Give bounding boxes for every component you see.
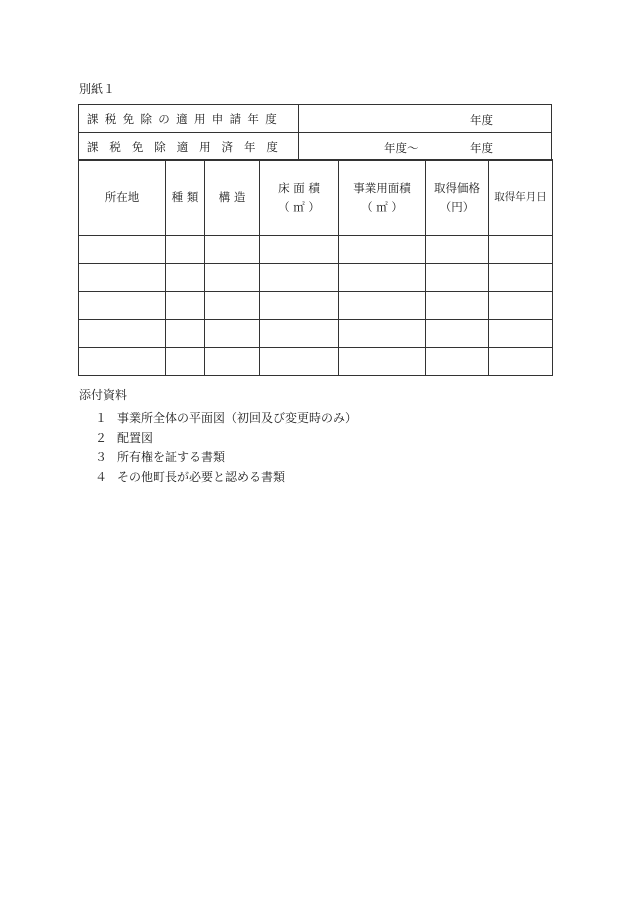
application-year-value: 年度 xyxy=(470,113,493,127)
table-cell xyxy=(79,292,166,320)
table-cell xyxy=(205,264,260,292)
table-cell xyxy=(79,348,166,376)
table-cell xyxy=(260,292,339,320)
table-cell xyxy=(489,348,553,376)
table-cell xyxy=(79,236,166,264)
list-item-text: 所有権を証する書類 xyxy=(117,450,226,464)
property-table-header-row xyxy=(79,160,553,236)
table-cell xyxy=(489,292,553,320)
list-item xyxy=(95,429,357,449)
table-cell xyxy=(339,264,426,292)
application-year-value-cell xyxy=(299,105,552,133)
attachments-heading: 添付資料 xyxy=(79,388,128,402)
column-header-business-area: 事業用面積 （ ㎡ ） xyxy=(339,160,426,236)
list-item-number: ４ xyxy=(95,469,108,484)
attachments-list xyxy=(95,409,357,487)
table-cell xyxy=(426,320,489,348)
table-cell xyxy=(79,264,166,292)
column-header-acquisition-price: 取得価格 （円） xyxy=(426,160,489,236)
exempted-year-row xyxy=(79,133,552,161)
application-year-label: 課税免除の適用申請年度 xyxy=(87,111,284,126)
application-year-row xyxy=(79,105,552,133)
exempted-year-from: 年度～ xyxy=(384,141,419,155)
table-cell xyxy=(339,236,426,264)
table-cell xyxy=(489,236,553,264)
column-header-type: 種 類 xyxy=(166,160,205,236)
column-header-acquisition-date: 取得年月日 xyxy=(489,160,553,236)
table-cell xyxy=(205,236,260,264)
table-row xyxy=(79,264,553,292)
table-cell xyxy=(205,320,260,348)
table-cell xyxy=(260,236,339,264)
table-cell xyxy=(205,292,260,320)
table-row xyxy=(79,236,553,264)
table-cell xyxy=(166,348,205,376)
table-cell xyxy=(166,320,205,348)
exempted-year-value-cell xyxy=(299,133,552,161)
list-item xyxy=(95,468,357,488)
table-row xyxy=(79,320,553,348)
table-cell xyxy=(489,320,553,348)
table-cell xyxy=(79,320,166,348)
exempted-year-to: 年度 xyxy=(470,141,493,155)
table-cell xyxy=(426,264,489,292)
exempted-year-label: 課税免除適用済年度 xyxy=(87,139,289,154)
list-item-number: １ xyxy=(95,411,108,425)
property-table xyxy=(78,159,553,376)
table-cell xyxy=(205,348,260,376)
application-year-table xyxy=(78,104,552,161)
list-item xyxy=(95,409,357,429)
list-item-text: 配置図 xyxy=(117,430,154,445)
table-cell xyxy=(426,236,489,264)
table-row xyxy=(79,292,553,320)
list-item-text: その他町長が必要と認める書類 xyxy=(117,469,286,484)
table-cell xyxy=(166,264,205,292)
table-cell xyxy=(489,264,553,292)
table-cell xyxy=(260,264,339,292)
column-header-floor-area: 床 面 積 （ ㎡ ） xyxy=(260,160,339,236)
list-item-number: ３ xyxy=(95,450,108,464)
table-cell xyxy=(260,320,339,348)
table-row xyxy=(79,348,553,376)
table-cell xyxy=(339,348,426,376)
table-cell xyxy=(339,320,426,348)
attachment-label: 別紙１ xyxy=(79,82,116,96)
application-year-label-cell xyxy=(79,105,299,133)
table-cell xyxy=(166,236,205,264)
column-header-structure: 構 造 xyxy=(205,160,260,236)
table-cell xyxy=(339,292,426,320)
exempted-year-label-cell xyxy=(79,133,299,161)
table-cell xyxy=(426,292,489,320)
list-item xyxy=(95,448,357,468)
list-item-number: ２ xyxy=(95,430,108,445)
list-item-text: 事業所全体の平面図（初回及び変更時のみ） xyxy=(117,411,358,425)
column-header-location: 所在地 xyxy=(79,160,166,236)
table-cell xyxy=(260,348,339,376)
table-cell xyxy=(166,292,205,320)
table-cell xyxy=(426,348,489,376)
